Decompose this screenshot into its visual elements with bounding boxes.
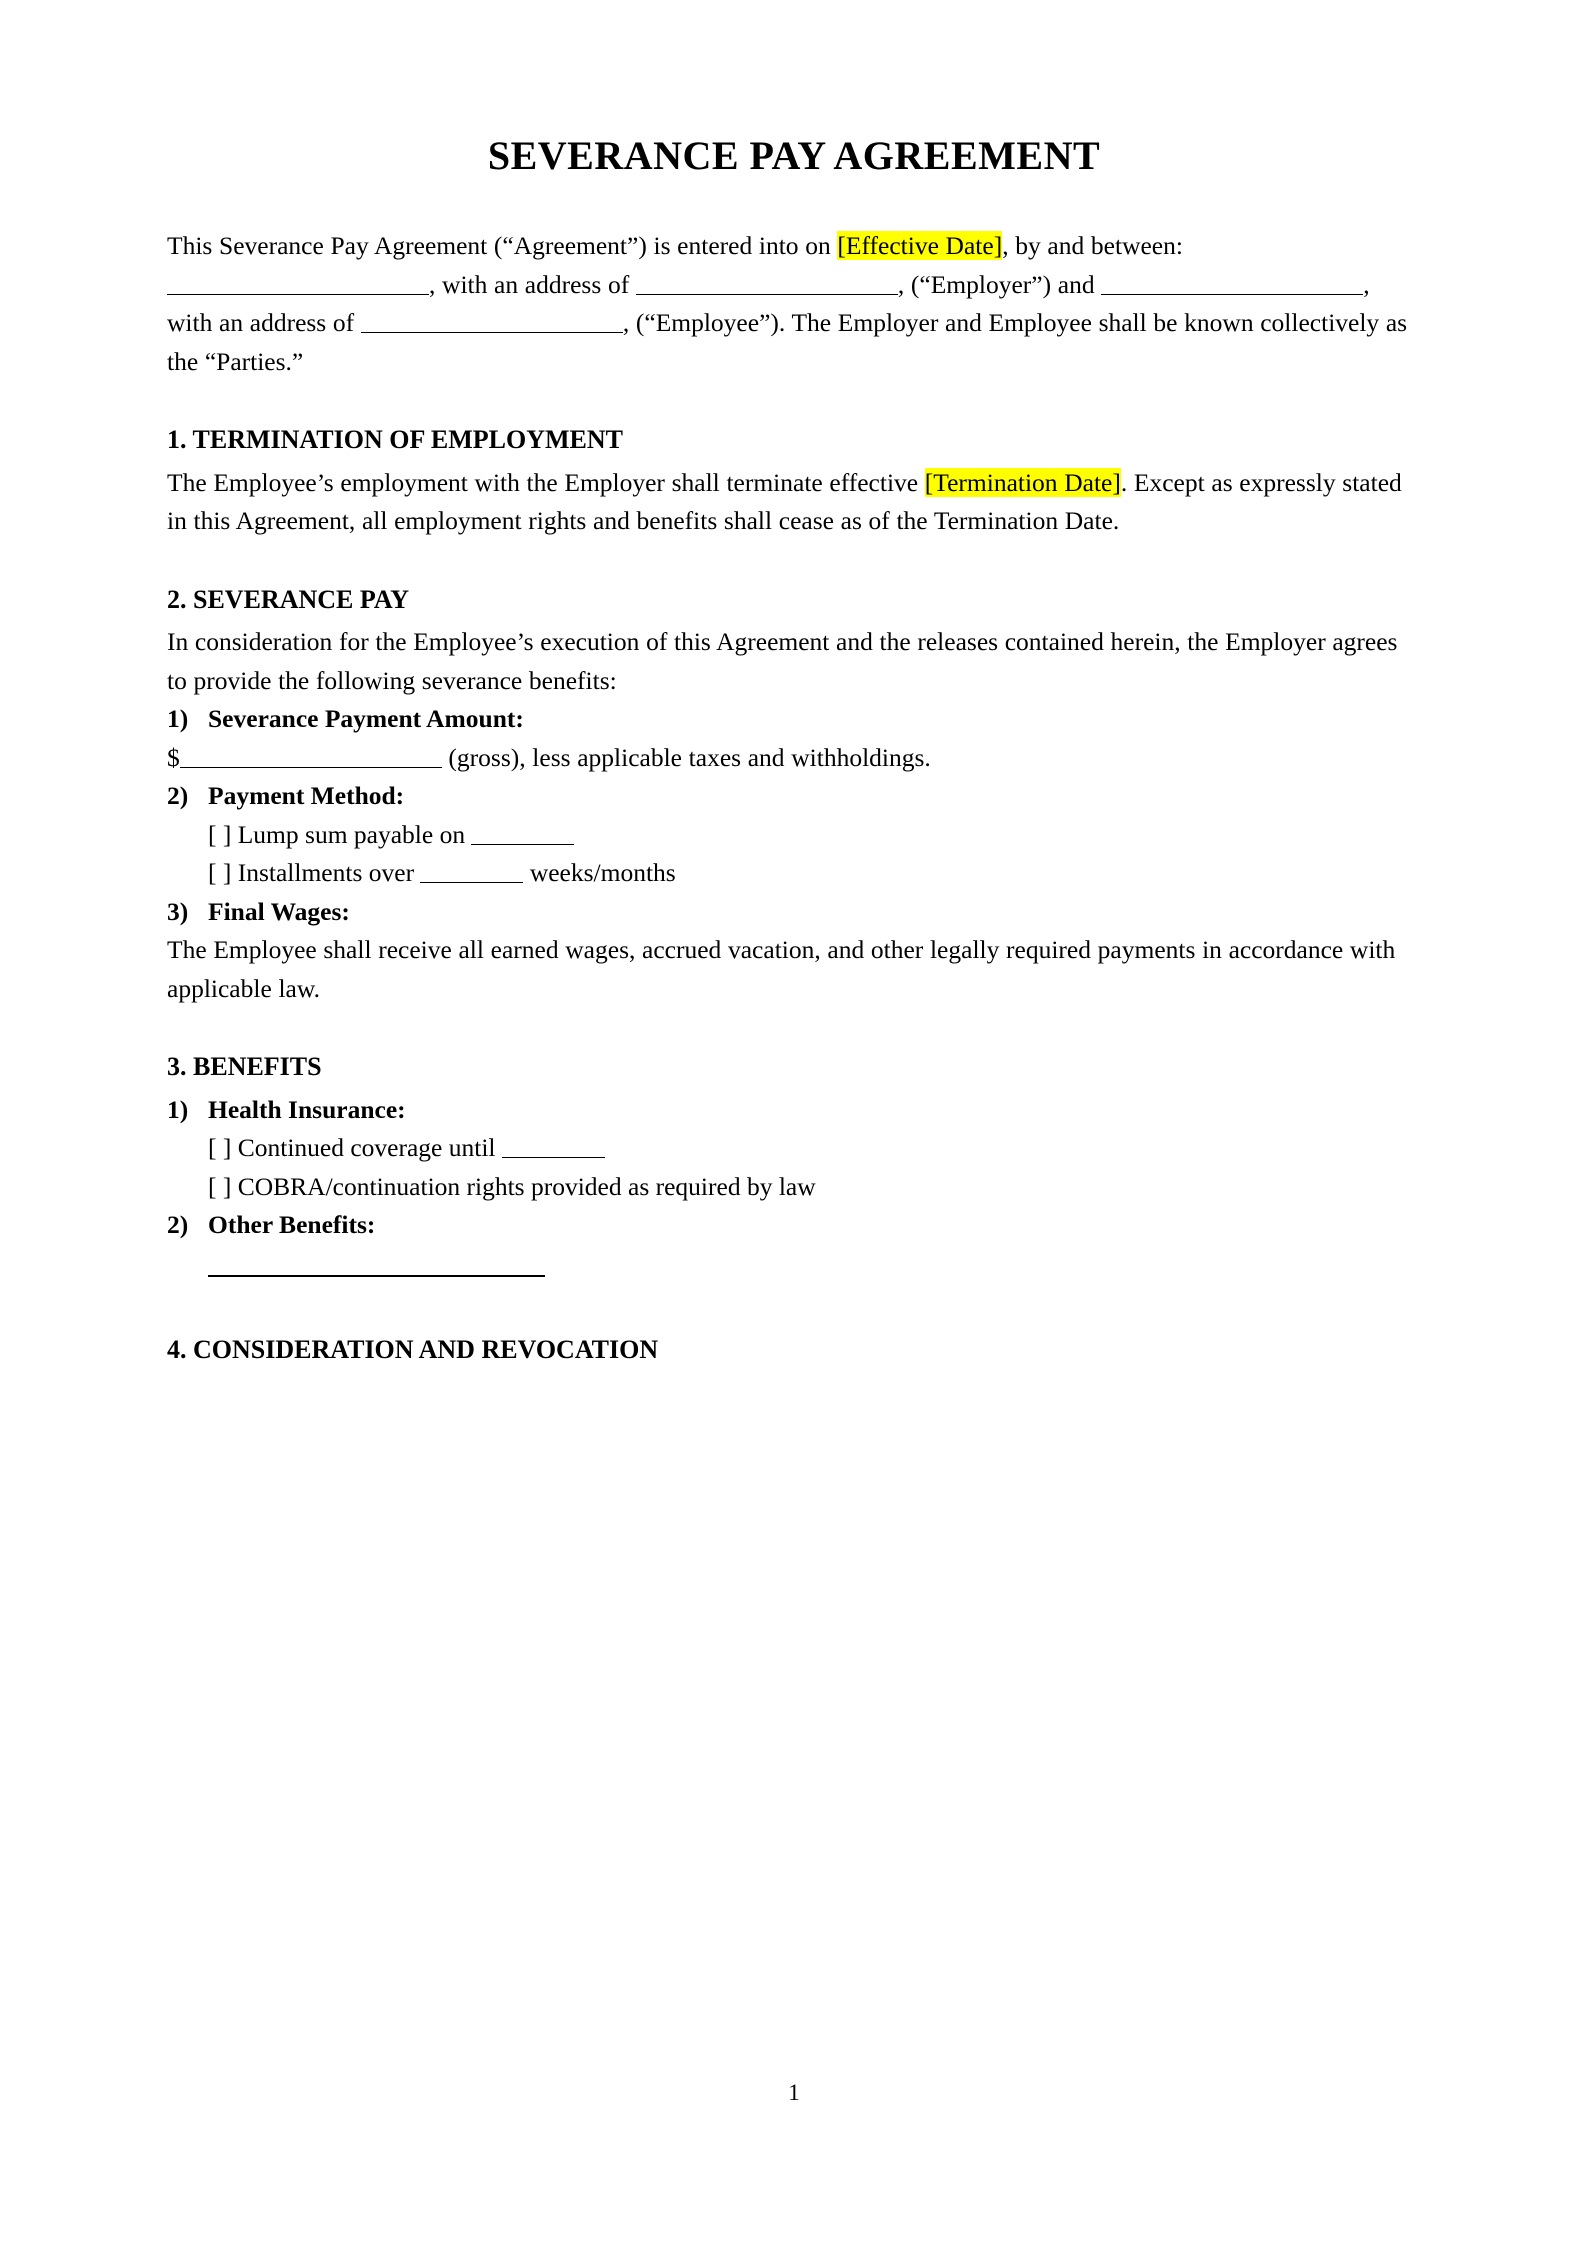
checkbox-glyph[interactable]: [ ] — [208, 858, 232, 887]
title-spacer — [167, 180, 1421, 206]
list-marker: 2) — [167, 1210, 189, 1239]
final-wages-body: The Employee shall receive all earned wages, accrued vacation, and other legally required payments in accordance with applicable law. — [167, 935, 1396, 1003]
list-marker: 3) — [167, 896, 189, 926]
checkbox-option-cobra[interactable] — [167, 1168, 1421, 1207]
checkbox-glyph[interactable]: [ ] — [208, 1171, 232, 1201]
section-heading-3: 3. BENEFITS — [167, 1052, 322, 1081]
page-number: 1 — [788, 2080, 800, 2105]
preamble-text-3: , with an address of — [429, 269, 636, 299]
list-item-label: Health Insurance: — [208, 1094, 406, 1124]
list-marker: 1) — [167, 704, 189, 733]
installments-count-blank[interactable] — [420, 858, 523, 883]
list-item-label: Final Wages: — [208, 896, 350, 926]
section-heading-4: 4. CONSIDERATION AND REVOCATION — [167, 1334, 659, 1364]
section-4-extra-gap — [167, 1317, 1421, 1331]
list-item-label: Other Benefits: — [208, 1210, 376, 1239]
section-4-gap — [167, 1277, 1421, 1317]
effective-date-placeholder: [Effective Date] — [837, 231, 1003, 260]
preamble-text-6: , (“Employee”). The Employer and Employee shall be known collectively as the “Parties.” — [167, 308, 1408, 376]
checkbox-glyph[interactable]: [ ] — [208, 819, 232, 849]
list-item — [167, 893, 1421, 932]
severance-amount-line — [167, 739, 1421, 778]
checkbox-glyph[interactable]: [ ] — [208, 1133, 232, 1162]
employee-address-blank[interactable] — [361, 308, 623, 333]
employer-name-blank[interactable] — [167, 269, 429, 294]
checkbox-label: COBRA/continuation rights provided as required by law — [237, 1171, 816, 1201]
list-item-label: Payment Method: — [208, 781, 405, 810]
employee-name-blank[interactable] — [1101, 269, 1363, 294]
severance-amount-suffix: (gross), less applicable taxes and withholdings. — [441, 742, 931, 772]
dollar-sign: $ — [167, 742, 180, 772]
section-3-gap — [167, 1008, 1421, 1048]
employer-address-blank[interactable] — [636, 269, 898, 294]
section-1-gap — [167, 381, 1421, 421]
coverage-until-blank[interactable] — [502, 1133, 605, 1158]
section-1-body — [167, 464, 1421, 541]
preamble-text-4: , (“Employer”) and — [897, 269, 1102, 299]
section-2-intro: In consideration for the Employee’s execution of this Agreement and the releases contained herein, the Employer agrees to provide the following severance benefits: — [167, 627, 1398, 695]
list-item-label: Severance Payment Amount: — [208, 704, 524, 733]
severance-amount-blank[interactable] — [180, 742, 442, 767]
checkbox-label: Continued coverage until — [237, 1133, 502, 1162]
list-item — [167, 700, 1421, 739]
checkbox-option-continued-coverage[interactable] — [167, 1129, 1421, 1168]
termination-date-placeholder: [Termination Date] — [924, 467, 1121, 497]
preamble-text-5: , with an address of — [167, 269, 1370, 337]
checkbox-label: Installments over — [237, 858, 421, 887]
list-item — [167, 1091, 1421, 1130]
section-heading-2: 2. SEVERANCE PAY — [167, 584, 409, 614]
section-2-gap — [167, 541, 1421, 581]
list-marker: 1) — [167, 1094, 189, 1124]
list-item — [167, 777, 1421, 816]
checkbox-label: Lump sum payable on — [237, 819, 472, 849]
page-title: SEVERANCE PAY AGREEMENT — [487, 133, 1101, 178]
list-item — [167, 1206, 1421, 1245]
preamble-paragraph — [167, 227, 1421, 381]
section-heading-1: 1. TERMINATION OF EMPLOYMENT — [167, 425, 623, 454]
document-body — [167, 0, 1421, 1369]
section-1-text-1: The Employee’s employment with the Employer shall terminate effective — [167, 467, 925, 497]
checkbox-option-installments[interactable] — [167, 854, 1421, 893]
checkbox-label-suffix: weeks/months — [523, 858, 676, 887]
lump-sum-date-blank[interactable] — [471, 819, 574, 844]
list-marker: 2) — [167, 781, 189, 810]
preamble-text-1: This Severance Pay Agreement (“Agreement”) is entered into on — [167, 231, 838, 260]
checkbox-option-lump-sum[interactable] — [167, 816, 1421, 855]
preamble-text-2: , by and between: — [1002, 231, 1183, 260]
section-1-text-2: . Except as expressly stated in this Agreement, all employment rights and benefits shall cease as of the Termination Date. — [167, 467, 1402, 535]
